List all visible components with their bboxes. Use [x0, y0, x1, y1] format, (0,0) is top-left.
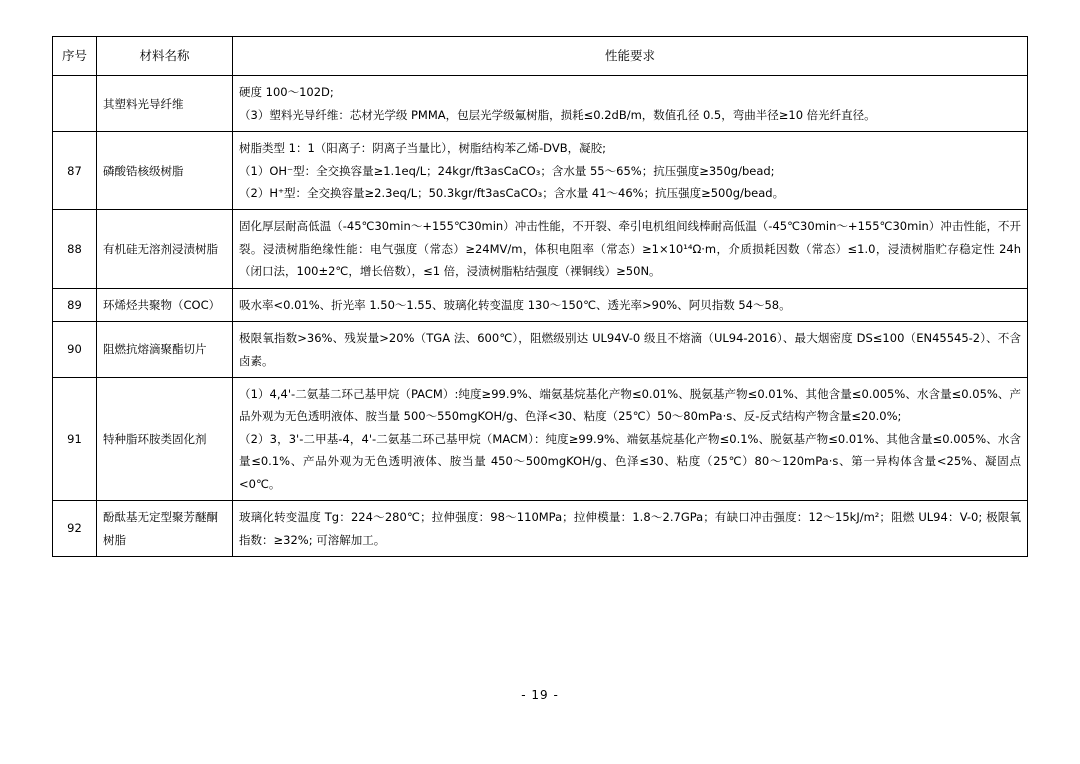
table-row — [53, 210, 1028, 288]
table-header-row — [53, 37, 1028, 76]
requirement-line: （2）3，3'-二甲基-4，4'-二氨基二环己基甲烷（MACM）：纯度≥99.9%、端氨基烷基化产物≤0.1%、脱氨基产物≤0.01%、其他含量≤0.005%、水含量≤0.1%、产品外观为无色透明液体、胺当量 450～500mgKOH/g、色泽≤30、粘度（25℃）80～120mPa·s、第一异构体含量<25%、凝固点<0℃。 — [239, 431, 1021, 491]
cell-no: 90 — [53, 322, 97, 378]
table-row — [53, 501, 1028, 557]
column-header-requirement: 性能要求 — [233, 37, 1028, 76]
cell-requirement — [233, 378, 1028, 501]
table-row — [53, 322, 1028, 378]
cell-requirement — [233, 288, 1028, 321]
cell-name: 磷酸锆核级树脂 — [97, 132, 233, 210]
cell-requirement — [233, 76, 1028, 132]
page-number: - 19 - — [521, 688, 559, 702]
requirement-line: （3）塑料光导纤维：芯材光学级 PMMA，包层光学级氟树脂，损耗≤0.2dB/m，数值孔径 0.5，弯曲半径≥10 倍光纤直径。 — [239, 107, 876, 122]
requirement-line: 树脂类型 1：1（阳离子：阴离子当量比），树脂结构苯乙烯-DVB，凝胶; — [239, 141, 606, 156]
cell-no: 87 — [53, 132, 97, 210]
cell-requirement — [233, 501, 1028, 557]
cell-name: 特种脂环胺类固化剂 — [97, 378, 233, 501]
cell-no: 88 — [53, 210, 97, 288]
requirement-line: （1）4,4'-二氨基二环己基甲烷（PACM）:纯度≥99.9%、端氨基烷基化产物≤0.01%、脱氨基产物≤0.01%、其他含量≤0.005%、水含量≤0.05%、产品外观为无色透明液体、胺当量 500～550mgKOH/g、色泽<30、粘度（25℃）50～80mPa·s、反-反式结构产物含量≤20.0%; — [239, 387, 1021, 424]
cell-no: 89 — [53, 288, 97, 321]
column-header-name: 材料名称 — [97, 37, 233, 76]
cell-name: 酚酞基无定型聚芳醚酮树脂 — [97, 501, 233, 557]
cell-no — [53, 76, 97, 132]
material-specification-table — [52, 36, 1028, 557]
requirement-line: 极限氧指数>36%、残炭量>20%（TGA 法、600℃），阻燃级别达 UL94V-0 级且不熔滴（UL94-2016）、最大烟密度 DS≤100（EN45545-2）、不含卤素。 — [239, 331, 1021, 368]
cell-requirement — [233, 132, 1028, 210]
table-row — [53, 288, 1028, 321]
cell-requirement — [233, 322, 1028, 378]
cell-no: 92 — [53, 501, 97, 557]
requirement-line: 玻璃化转变温度 Tg：224～280℃；拉伸强度：98～110MPa；拉伸模量：1.8～2.7GPa；有缺口冲击强度：12～15kJ/m²；阻燃 UL94：V-0; 极限氧指数：≥32%; 可溶解加工。 — [239, 510, 1021, 547]
requirement-line: （2）H⁺型：全交换容量≥2.3eq/L；50.3kgr/ft3asCaCO₃；含水量 41～46%；抗压强度≥500g/bead。 — [239, 186, 785, 201]
requirement-line: 吸水率<0.01%、折光率 1.50～1.55、玻璃化转变温度 130～150℃、透光率>90%、阿贝指数 54～58。 — [239, 297, 791, 312]
requirement-line: （1）OH⁻型：全交换容量≥1.1eq/L；24kgr/ft3asCaCO₃；含水量 55～65%；抗压强度≥350g/bead; — [239, 163, 775, 178]
table-body — [53, 76, 1028, 557]
cell-no: 91 — [53, 378, 97, 501]
cell-name: 阻燃抗熔滴聚酯切片 — [97, 322, 233, 378]
requirement-line: 固化厚层耐高低温（-45℃30min～+155℃30min）冲击性能，不开裂、牵引电机组间线棒耐高低温（-45℃30min～+155℃30min）冲击性能，不开裂。浸渍树脂绝缘性能：电气强度（常态）≥24MV/m，体积电阻率（常态）≥1×10¹⁴Ω·m，介质损耗因数（常态）≤1.0，浸渍树脂贮存稳定性 24h（闭口法，100±2℃，增长倍数），≤1 倍，浸渍树脂粘结强度（裸铜线）≥50N。 — [239, 219, 1021, 279]
table-row — [53, 76, 1028, 132]
cell-name: 其塑料光导纤维 — [97, 76, 233, 132]
cell-name: 有机硅无溶剂浸渍树脂 — [97, 210, 233, 288]
table-row — [53, 132, 1028, 210]
column-header-no: 序号 — [53, 37, 97, 76]
requirement-line: 硬度 100～102D; — [239, 85, 334, 100]
cell-requirement — [233, 210, 1028, 288]
table-row — [53, 378, 1028, 501]
cell-name: 环烯烃共聚物（COC） — [97, 288, 233, 321]
